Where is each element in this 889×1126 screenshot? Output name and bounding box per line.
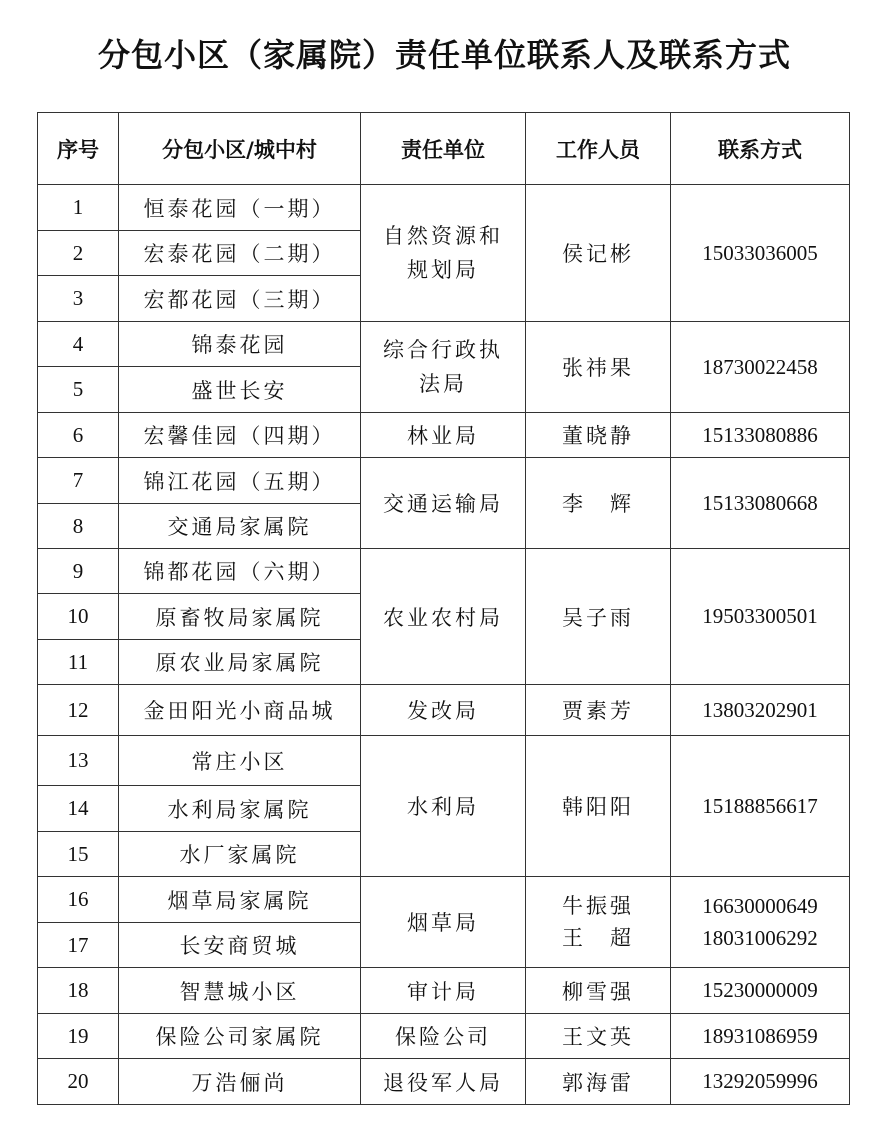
row-number: 3	[38, 276, 119, 322]
table-row	[38, 685, 850, 736]
header-staff: 工作人员	[526, 113, 671, 185]
table-row	[38, 1059, 850, 1105]
row-number: 15	[38, 832, 119, 877]
page-title: 分包小区（家属院）责任单位联系人及联系方式	[97, 36, 791, 74]
staff-name: 韩阳阳	[526, 736, 671, 877]
staff-name: 柳雪强	[526, 968, 671, 1014]
community-name: 金田阳光小商品城	[119, 685, 361, 736]
community-name: 保险公司家属院	[119, 1014, 361, 1059]
responsible-unit: 农业农村局	[361, 549, 526, 685]
community-name: 宏馨佳园（四期）	[119, 413, 361, 458]
phone-number-line: 16630000649	[702, 894, 818, 918]
community-name: 水利局家属院	[119, 786, 361, 832]
row-number: 16	[38, 877, 119, 923]
community-name: 常庄小区	[119, 736, 361, 786]
row-number: 4	[38, 322, 119, 367]
table-row	[38, 877, 850, 923]
community-name: 原农业局家属院	[119, 640, 361, 685]
unit-name: 自然资源和规划局	[383, 224, 503, 282]
header-number: 序号	[38, 113, 119, 185]
table-row	[38, 1014, 850, 1059]
responsible-unit: 发改局	[361, 685, 526, 736]
community-name: 烟草局家属院	[119, 877, 361, 923]
community-name: 锦泰花园	[119, 322, 361, 367]
phone-number: 18730022458	[671, 322, 850, 413]
responsible-unit: 水利局	[361, 736, 526, 877]
community-name: 宏都花园（三期）	[119, 276, 361, 322]
community-name: 长安商贸城	[119, 923, 361, 968]
staff-name: 郭海雷	[526, 1059, 671, 1105]
row-number: 1	[38, 185, 119, 231]
header-community: 分包小区/城中村	[119, 113, 361, 185]
staff-name: 吴子雨	[526, 549, 671, 685]
phone-number	[671, 877, 850, 968]
responsible-unit: 退役军人局	[361, 1059, 526, 1105]
header-row	[38, 113, 850, 185]
table-row	[38, 736, 850, 786]
responsible-unit: 保险公司	[361, 1014, 526, 1059]
responsible-unit: 审计局	[361, 968, 526, 1014]
phone-number: 13803202901	[671, 685, 850, 736]
community-name: 盛世长安	[119, 367, 361, 413]
row-number: 10	[38, 594, 119, 640]
community-name: 智慧城小区	[119, 968, 361, 1014]
row-number: 19	[38, 1014, 119, 1059]
community-name: 锦都花园（六期）	[119, 549, 361, 594]
community-name: 恒泰花园（一期）	[119, 185, 361, 231]
staff-name: 张祎果	[526, 322, 671, 413]
staff-name-line: 牛振强	[562, 894, 634, 918]
header-unit: 责任单位	[361, 113, 526, 185]
phone-number: 15033036005	[671, 185, 850, 322]
phone-number-line: 18031006292	[702, 926, 818, 950]
phone-number: 18931086959	[671, 1014, 850, 1059]
row-number: 7	[38, 458, 119, 504]
phone-number: 13292059996	[671, 1059, 850, 1105]
row-number: 9	[38, 549, 119, 594]
unit-name: 综合行政执法局	[383, 338, 503, 396]
community-name: 万浩俪尚	[119, 1059, 361, 1105]
community-name: 锦江花园（五期）	[119, 458, 361, 504]
row-number: 8	[38, 504, 119, 549]
row-number: 6	[38, 413, 119, 458]
row-number: 5	[38, 367, 119, 413]
row-number: 11	[38, 640, 119, 685]
responsible-unit: 烟草局	[361, 877, 526, 968]
table-row	[38, 413, 850, 458]
staff-name-line: 王 超	[562, 926, 634, 950]
community-name: 交通局家属院	[119, 504, 361, 549]
table-row	[38, 185, 850, 231]
responsible-unit	[361, 185, 526, 322]
row-number: 18	[38, 968, 119, 1014]
responsible-unit: 交通运输局	[361, 458, 526, 549]
staff-name: 李 辉	[526, 458, 671, 549]
table-row	[38, 968, 850, 1014]
responsible-unit: 林业局	[361, 413, 526, 458]
phone-number: 19503300501	[671, 549, 850, 685]
phone-number: 15133080668	[671, 458, 850, 549]
row-number: 14	[38, 786, 119, 832]
staff-name	[526, 877, 671, 968]
community-name: 原畜牧局家属院	[119, 594, 361, 640]
table-row	[38, 458, 850, 504]
table-row	[38, 322, 850, 367]
row-number: 17	[38, 923, 119, 968]
community-name: 水厂家属院	[119, 832, 361, 877]
staff-name: 贾素芳	[526, 685, 671, 736]
staff-name: 董晓静	[526, 413, 671, 458]
contact-table	[37, 112, 850, 1105]
community-name: 宏泰花园（二期）	[119, 231, 361, 276]
phone-number: 15230000009	[671, 968, 850, 1014]
staff-name: 王文英	[526, 1014, 671, 1059]
row-number: 2	[38, 231, 119, 276]
row-number: 12	[38, 685, 119, 736]
header-contact: 联系方式	[671, 113, 850, 185]
phone-number: 15133080886	[671, 413, 850, 458]
phone-number: 15188856617	[671, 736, 850, 877]
staff-name: 侯记彬	[526, 185, 671, 322]
table-row	[38, 549, 850, 594]
row-number: 20	[38, 1059, 119, 1105]
row-number: 13	[38, 736, 119, 786]
responsible-unit	[361, 322, 526, 413]
